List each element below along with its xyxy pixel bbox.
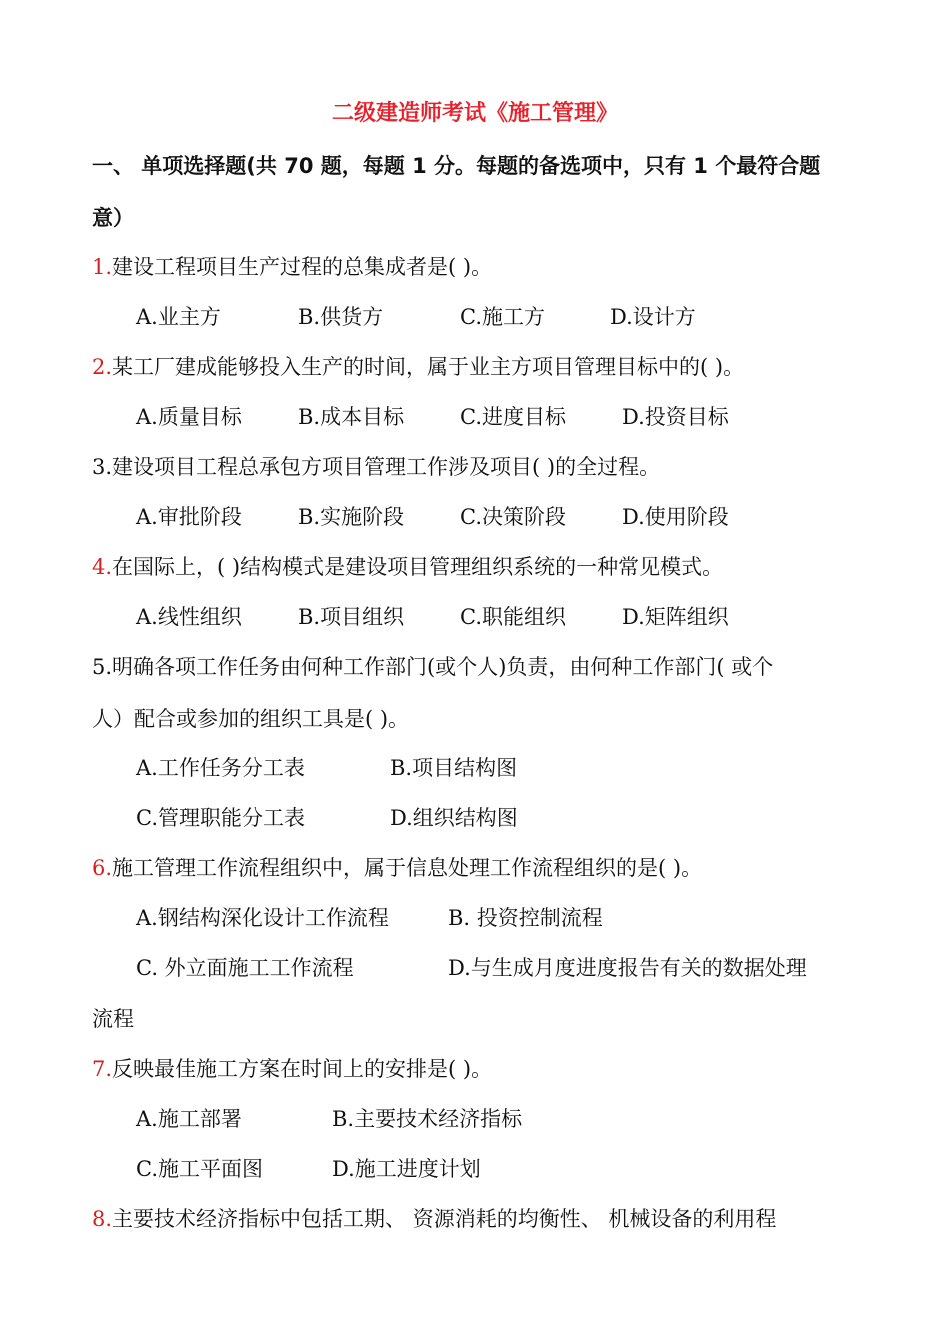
section-heading: 一、 单项选择题(共 70 题，每题 1 分。每题的备选项中，只有 1 个最符合题 (92, 154, 821, 178)
option-d: D.使用阶段 (622, 505, 729, 529)
option-c: C.职能组织 (460, 605, 566, 629)
option-d: D.投资目标 (622, 405, 729, 429)
question-text: 明确各项工作任务由何种工作部门(或个人)负责，由何种工作部门( 或个 (112, 655, 774, 679)
option-a: A.工作任务分工表 (136, 756, 305, 780)
option-d: D.矩阵组织 (622, 605, 729, 629)
option-c: C. 外立面施工工作流程 (136, 956, 354, 980)
option-d-continued: 流程 (92, 1007, 134, 1031)
question-number: 3. (92, 455, 113, 479)
option-b: B.主要技术经济指标 (332, 1107, 523, 1131)
option-b: B.项目组织 (298, 605, 405, 629)
section-heading-continued: 意） (92, 206, 134, 230)
question-number: 1. (92, 255, 113, 279)
question-text: 主要技术经济指标中包括工期、 资源消耗的均衡性、 机械设备的利用程 (112, 1207, 777, 1231)
document-title: 二级建造师考试《施工管理》 (331, 101, 618, 126)
question-8 (92, 1203, 776, 1233)
option-d: D.组织结构图 (390, 806, 518, 830)
question-number: 4. (92, 555, 113, 579)
option-d: D.施工进度计划 (332, 1157, 481, 1181)
question-7 (92, 1053, 492, 1083)
option-a: A.钢结构深化设计工作流程 (136, 906, 389, 930)
option-a: A.线性组织 (136, 605, 242, 629)
option-b: B.成本目标 (298, 405, 405, 429)
question-5 (92, 651, 773, 681)
question-text: 反映最佳施工方案在时间上的安排是( )。 (112, 1057, 493, 1081)
question-4 (92, 551, 723, 581)
option-d: D.与生成月度进度报告有关的数据处理 (448, 956, 807, 980)
question-6 (92, 852, 702, 882)
question-3 (92, 451, 660, 481)
option-a: A.审批阶段 (136, 505, 242, 529)
option-b: B.实施阶段 (298, 505, 405, 529)
question-2 (92, 351, 744, 381)
question-1 (92, 251, 492, 281)
option-a: A.质量目标 (136, 405, 242, 429)
option-c: C.施工方 (460, 305, 545, 329)
question-number: 5. (92, 655, 113, 679)
option-d: D.设计方 (610, 305, 696, 329)
option-c: C.施工平面图 (136, 1157, 263, 1181)
option-b: B. 投资控制流程 (448, 906, 603, 930)
option-c: C.进度目标 (460, 405, 566, 429)
question-5-continued: 人）配合或参加的组织工具是( )。 (92, 707, 410, 731)
option-a: A.施工部署 (136, 1107, 242, 1131)
option-c: C.决策阶段 (460, 505, 566, 529)
question-number: 7. (92, 1057, 113, 1081)
question-number: 2. (92, 355, 113, 379)
question-number: 8. (92, 1207, 113, 1231)
option-c: C.管理职能分工表 (136, 806, 305, 830)
question-text: 在国际上，( )结构模式是建设项目管理组织系统的一种常见模式。 (112, 555, 724, 579)
question-text: 建设工程项目生产过程的总集成者是( )。 (112, 255, 493, 279)
option-a: A.业主方 (136, 305, 221, 329)
question-text: 某工厂建成能够投入生产的时间，属于业主方项目管理目标中的( )。 (112, 355, 745, 379)
option-b: B.供货方 (298, 305, 384, 329)
question-text: 施工管理工作流程组织中，属于信息处理工作流程组织的是( )。 (112, 856, 703, 880)
option-b: B.项目结构图 (390, 756, 518, 780)
question-number: 6. (92, 856, 113, 880)
question-text: 建设项目工程总承包方项目管理工作涉及项目( )的全过程。 (112, 455, 661, 479)
